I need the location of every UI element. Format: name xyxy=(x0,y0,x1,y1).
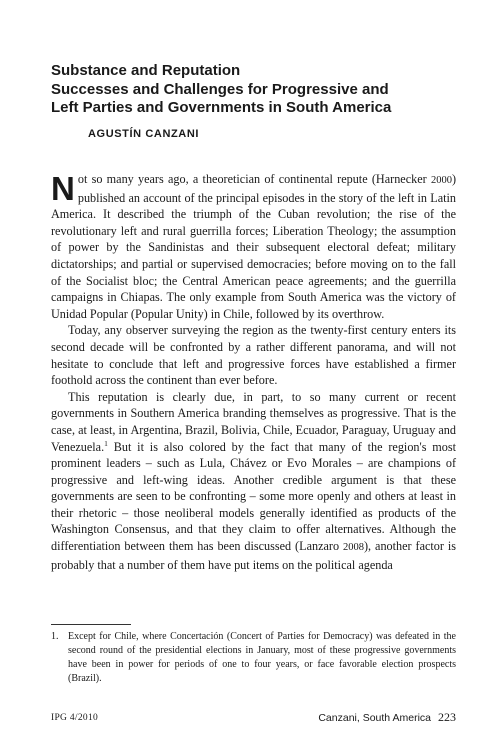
paragraph-1-text-a: ot so many years ago, a theoretician of continental repute (Harnecker xyxy=(77,172,431,186)
paragraph-3-text-c: ), another factor is probably that a number of them have put items on the political agenda xyxy=(51,539,456,572)
title-line-1: Substance and Reputation xyxy=(51,62,241,79)
citation-year: 2000 xyxy=(430,175,452,186)
drop-cap: N xyxy=(51,170,75,207)
body-text xyxy=(51,171,456,573)
footnote-reference[interactable]: 1 xyxy=(104,438,108,448)
paragraph-1 xyxy=(51,171,456,322)
paragraph-1-text-b: ) published an account of the principal episodes in the story of the left in Latin America. It described the triumph of the Cuban revolution; the rise of the revolutionary left and rural guerrilla forces; Liberation Theology; the assumption of power by the Sandinistas and their subsequent electoral defeat; military dictatorships; and partial or supervised democracies; before moving on to the fall of the Socialist bloc; the Central American peace agreements; and the guerrilla campaigns in Chiapas. The only example from South America was the victory of Unidad Popular (Popular Unity) in Chile, followed by its overthrow. xyxy=(51,172,456,321)
paragraph-3-text-a: This reputation is clearly due, in part, to so many current or recent governments in Southern America branding themselves as progressive. That is the case, at least, in Argentina, Brazil, Bolivia, Chile, Ecuador, Paraguay, Uruguay and Venezuela. xyxy=(51,389,456,454)
author-name: AGUSTÍN CANZANI xyxy=(88,128,200,140)
page-number: 223 xyxy=(438,710,456,724)
footnote-number: 1. xyxy=(51,631,59,642)
paragraph-3-text-b: But it is also colored by the fact that many of the region's most prominent leaders – such as Lula, Chávez or Evo Morales – are champions of progressive and left-wing ideas. Another credible argument is that these governments are seen to be confronting – some more openly and others at least in their rhetoric – those neoliberal models generally identified as products of the Washington Consensus, and that they claim to offer alternatives. Although the differentiation between them has been discussed (Lanzaro xyxy=(51,439,456,554)
title-line-2: Successes and Challenges for Progressive and xyxy=(51,80,389,98)
running-footer xyxy=(318,710,456,725)
footnote xyxy=(51,630,456,686)
footnote-divider xyxy=(51,624,131,625)
running-head: Canzani, South America xyxy=(318,712,431,724)
citation-year: 2008 xyxy=(342,542,364,554)
paragraph-2: Today, any observer surveying the region as the twenty-first century enters its second decade will be confronted by a rather different panorama, and will not hesitate to conclude that left and progressive forces have established a firmer foothold across the continent than ever before. xyxy=(51,323,456,388)
article-title xyxy=(51,62,471,118)
journal-issue: IPG 4/2010 xyxy=(51,713,99,723)
title-line-3: Left Parties and Governments in South America xyxy=(51,99,392,116)
footnote-text: Except for Chile, where Concertación (Concert of Parties for Democracy) was defeated in the second round of the presidential elections in January, most of these progressive governments have been in power for periods of one to four years, or face favorable election prospects (Brazil). xyxy=(68,631,456,685)
paragraph-3 xyxy=(51,389,456,574)
